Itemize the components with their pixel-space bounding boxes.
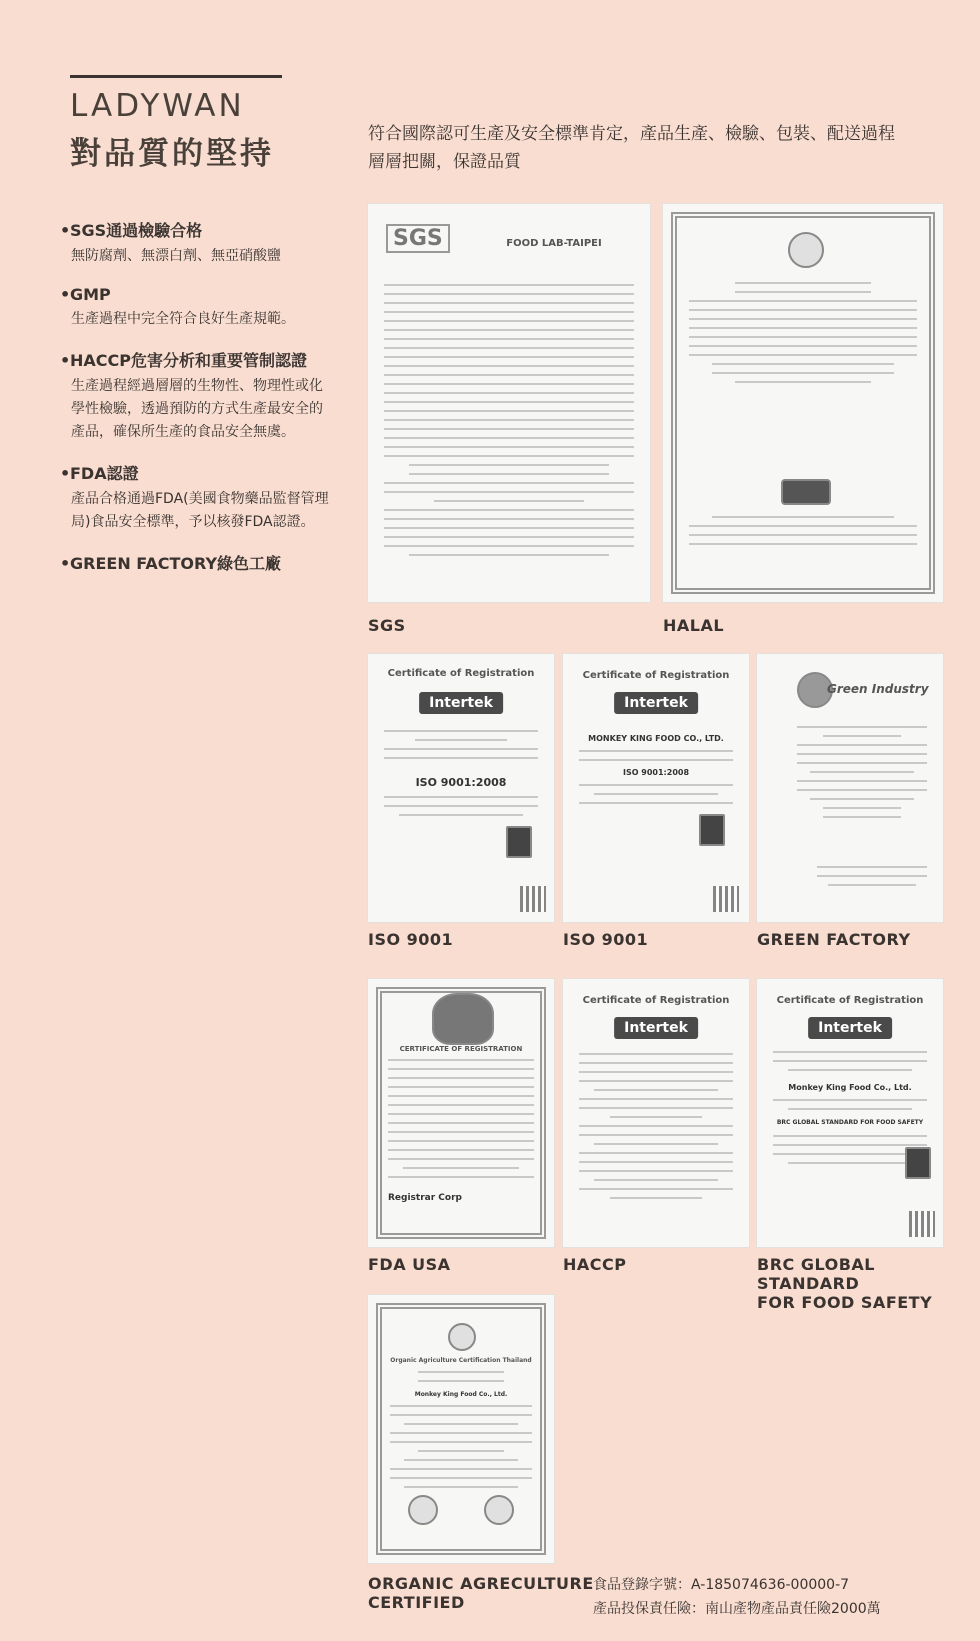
feature-gmp: •GMP 生產過程中完全符合良好生產規範。 (60, 285, 330, 331)
organic-heading: Organic Agriculture Certification Thailand (390, 1357, 532, 1364)
halal-text-lines (689, 282, 917, 390)
iso9001-certificate-image-1 (368, 654, 554, 922)
caption-organic (368, 1574, 594, 1612)
feature-title: HACCP危害分析和重要管制認證 (70, 351, 307, 370)
intertek-logo: Intertek (808, 1017, 892, 1039)
organic-seal-icon (448, 1323, 476, 1351)
footer-info (593, 1573, 881, 1621)
page-subtitle: 對品質的堅持 (70, 136, 274, 172)
iso-standard: ISO 9001:2008 (415, 776, 507, 789)
food-registration-number: 食品登錄字號：A-185074636-00000-7 (593, 1577, 850, 1593)
accreditation-mark-icon (699, 814, 725, 846)
green-industry-logo-text: Green Industry (827, 682, 929, 696)
features-list (60, 218, 330, 591)
feature-green-factory: •GREEN FACTORY綠色工廠 (60, 554, 282, 573)
brc-heading: Certificate of Registration (776, 995, 924, 1006)
qr-code-icon (520, 886, 546, 912)
caption-organic-line1: ORGANIC AGRECULTURE (368, 1574, 594, 1593)
feature-desc: 生產過程中完全符合良好生產規範。 (71, 311, 295, 327)
intro-text: 符合國際認可生產及安全標準肯定，產品生產、檢驗、包裝、配送過程層層把關，保證品質 (368, 124, 895, 172)
sgs-logo: SGS (386, 224, 450, 253)
organic-stamp-icon (408, 1495, 438, 1525)
feature-sgs: •SGS通過檢驗合格 無防腐劑、無漂白劑、無亞硝酸鹽 (60, 218, 330, 268)
organic-company: Monkey King Food Co., Ltd. (414, 1391, 508, 1398)
caption-brc (757, 1255, 980, 1312)
iso-heading: Certificate of Registration (582, 670, 730, 681)
intertek-logo: Intertek (419, 692, 503, 714)
qr-code-icon (909, 1211, 935, 1237)
accreditation-mark-icon (506, 826, 532, 858)
feature-desc: 生產過程經過層層的生物性、物理性或化學性檢驗，透過預防的方式生產最安全的產品，確保所生產的食品安全無虞。 (71, 378, 323, 440)
product-liability-insurance: 產品投保責任險：南山產物產品責任險2000萬 (593, 1601, 881, 1617)
caption-iso9001-2: ISO 9001 (563, 930, 649, 949)
caption-haccp: HACCP (563, 1255, 627, 1274)
brc-certificate-image (757, 979, 943, 1247)
iso-company: MONKEY KING FOOD CO., LTD. (588, 734, 724, 743)
green-factory-certificate-image (757, 654, 943, 922)
caption-iso9001-1: ISO 9001 (368, 930, 454, 949)
brc-standard: BRC GLOBAL STANDARD FOR FOOD SAFETY (776, 1119, 924, 1126)
iso9001-certificate-image-2 (563, 654, 749, 922)
fda-heading: CERTIFICATE OF REGISTRATION (399, 1045, 523, 1053)
caption-organic-line2: CERTIFIED (368, 1593, 465, 1612)
haccp-heading: Certificate of Registration (582, 995, 730, 1006)
brc-mark-icon (905, 1147, 931, 1179)
halal-certificate-image (663, 204, 943, 602)
organic-stamp-icon (484, 1495, 514, 1525)
feature-haccp: •HACCP危害分析和重要管制認證 生產過程經過層層的生物性、物理性或化學性檢驗，透過預防的方式生產最安全的產品，確保所生產的食品安全無虞。 (60, 348, 330, 444)
feature-title: SGS通過檢驗合格 (70, 221, 203, 240)
haccp-certificate-image (563, 979, 749, 1247)
caption-fda-usa: FDA USA (368, 1255, 451, 1274)
caption-brc-line1: BRC GLOBAL STANDARD (757, 1255, 875, 1293)
organic-certificate-image (368, 1295, 554, 1563)
intertek-logo: Intertek (614, 692, 698, 714)
caption-halal: HALAL (663, 616, 725, 635)
sgs-certificate-image (368, 204, 650, 602)
caption-brc-line2: FOR FOOD SAFETY (757, 1293, 933, 1312)
feature-title: FDA認證 (70, 464, 139, 483)
brc-company: Monkey King Food Co., Ltd. (788, 1083, 912, 1092)
feature-desc: 產品合格通過FDA(美國食物藥品監督管理局)食品安全標準，予以核發FDA認證。 (71, 491, 329, 530)
halal-seal-icon (788, 232, 824, 268)
sgs-text-lines (384, 284, 634, 563)
caption-green-factory: GREEN FACTORY (757, 930, 911, 949)
brand-title: LADYWAN (70, 88, 245, 124)
feature-title: GREEN FACTORY綠色工廠 (70, 554, 282, 573)
intertek-logo: Intertek (614, 1017, 698, 1039)
fda-registrar: Registrar Corp (388, 1193, 462, 1203)
header-rule (70, 75, 282, 78)
fda-certificate-image (368, 979, 554, 1247)
qr-code-icon (713, 886, 739, 912)
eagle-emblem-icon (432, 993, 494, 1045)
feature-desc: 無防腐劑、無漂白劑、無亞硝酸鹽 (71, 248, 281, 264)
caption-sgs: SGS (368, 616, 406, 635)
halal-logo-icon (781, 479, 831, 505)
sgs-heading: FOOD LAB-TAIPEI (506, 238, 602, 249)
feature-fda: •FDA認證 產品合格通過FDA(美國食物藥品監督管理局)食品安全標準，予以核發FDA認證。 (60, 461, 330, 534)
iso-heading: Certificate of Registration (387, 668, 535, 679)
iso-standard: ISO 9001:2008 (622, 768, 690, 777)
feature-title: GMP (70, 285, 111, 304)
